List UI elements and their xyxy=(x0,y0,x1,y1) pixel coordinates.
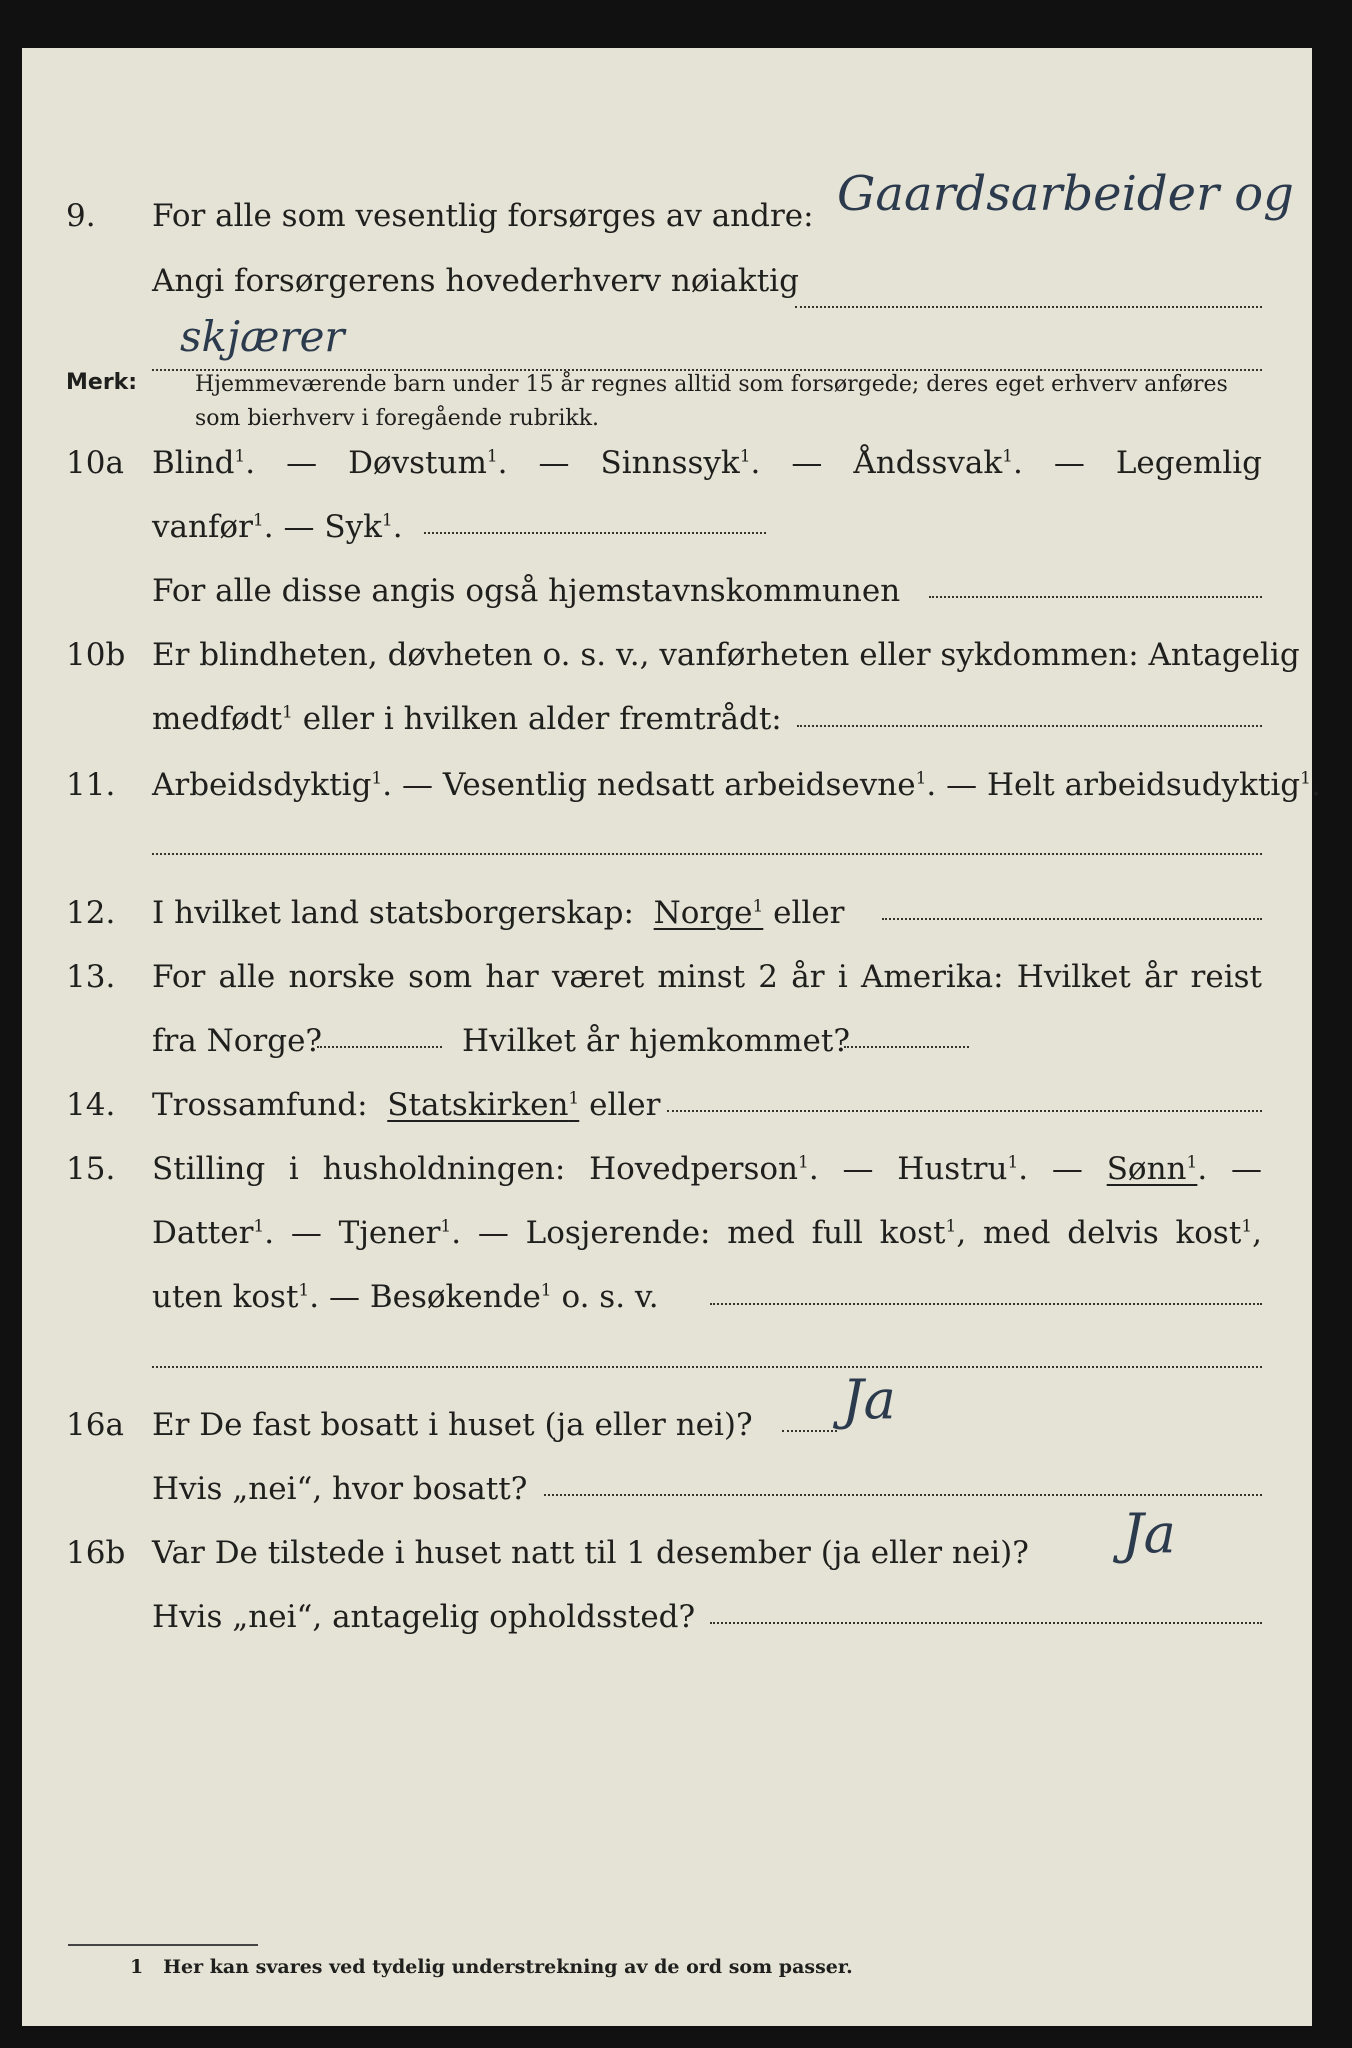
q9-line2 xyxy=(22,258,1312,304)
opt-sonn-underlined: Sønn$^1$ xyxy=(1106,1151,1198,1187)
opt-uten-kost: uten kost xyxy=(152,1279,299,1315)
q16a-line1 xyxy=(22,1402,1312,1448)
opt-legemlig: Legemlig xyxy=(1115,445,1263,481)
q9-number: 9. xyxy=(66,198,96,234)
q16b-number: 16b xyxy=(66,1535,126,1571)
q10a-hjemstavn-question: For alle disse angis også hjemstavnskommunen xyxy=(152,573,901,609)
q16b-subquestion: Hvis „nei“, antagelig opholdssted? xyxy=(152,1599,696,1635)
opt-delvis-kost: med delvis kost xyxy=(982,1215,1242,1251)
q12-number: 12. xyxy=(66,895,116,931)
census-form-page xyxy=(22,48,1321,2026)
merk-note xyxy=(22,350,1312,430)
q15-line3: uten kost$^1$. — Besøkende$^1$ o. s. v. xyxy=(152,1279,659,1315)
opt-syk: Syk xyxy=(324,509,382,545)
q9-answer-handwritten-1: Gaardsarbeider og xyxy=(837,166,1294,222)
opt-hustru: Hustru xyxy=(897,1151,1008,1187)
q13-hjemkommet: Hvilket år hjemkommet? xyxy=(462,1023,850,1059)
opt-vanfor: vanfør xyxy=(152,509,253,545)
opt-datter: Datter xyxy=(152,1215,254,1251)
q13-question: For alle norske som har været minst 2 år i Amerika: Hvilket år reist xyxy=(152,959,1262,995)
q13-number: 13. xyxy=(66,959,116,995)
q16a-question: Er De fast bosatt i huset (ja eller nei)? xyxy=(152,1407,753,1443)
merk-label: Merk: xyxy=(66,370,138,395)
q10b-line1 xyxy=(22,632,1312,678)
opt-norge-underlined: Norge$^1$ xyxy=(653,895,764,931)
q10a-line1 xyxy=(22,440,1312,486)
q10a-line2: vanfør$^1$. — Syk$^1$. xyxy=(152,509,403,545)
q10b-line2: medfødt$^1$ eller i hvilken alder fremtrådt: xyxy=(152,701,782,737)
q15-line2 xyxy=(22,1210,1312,1256)
opt-nedsatt: Vesentlig nedsatt arbeidsevne xyxy=(442,767,916,803)
q13-reist-line xyxy=(317,1046,442,1048)
opt-medfodt: medfødt xyxy=(152,701,283,737)
opt-full-kost: med full kost xyxy=(727,1215,946,1251)
q11-line1 xyxy=(22,762,1321,808)
opt-sinnssyk: Sinnssyk xyxy=(600,445,740,481)
opt-besokende: Besøkende xyxy=(369,1279,541,1315)
q16b-line2 xyxy=(22,1594,1312,1640)
q10b-answer-line xyxy=(797,725,1262,727)
q10b-number: 10b xyxy=(66,637,126,673)
q16a-answer-handwritten: Ja xyxy=(842,1368,896,1431)
q9-subquestion: Angi forsørgerens hovederhverv nøiaktig xyxy=(152,263,799,299)
opt-dovstum: Døvstum xyxy=(348,445,487,481)
footnote-rule xyxy=(68,1944,258,1946)
opt-hovedperson: Hovedperson xyxy=(589,1151,799,1187)
q13-line1 xyxy=(22,954,1312,1000)
q11-answer-line xyxy=(152,853,1262,855)
q15-number: 15. xyxy=(66,1151,116,1187)
q9-answer-line-1 xyxy=(795,306,1262,308)
q15-options-1: Stilling i husholdningen: Hovedperson$^1$. — Hustru$^1$. — Sønn$^1$. — xyxy=(152,1151,1262,1187)
q15-line1 xyxy=(22,1146,1312,1192)
q14-question: Trossamfund: xyxy=(152,1087,368,1123)
q16a-where-line xyxy=(544,1494,1262,1496)
q11-number: 11. xyxy=(66,767,116,803)
q16a-line2 xyxy=(22,1466,1312,1512)
q16b-answer-handwritten: Ja xyxy=(1122,1502,1176,1565)
q14-line: 14. Trossamfund: Statskirken$^1$ eller xyxy=(22,1082,1312,1128)
q16a-subquestion: Hvis „nei“, hvor bosatt? xyxy=(152,1471,528,1507)
q16b-question: Var De tilstede i huset natt til 1 desember (ja eller nei)? xyxy=(152,1535,1029,1571)
opt-blind: Blind xyxy=(152,445,235,481)
opt-andssvak: Åndssvak xyxy=(853,445,1003,481)
q10b-question: Er blindheten, døvheten o. s. v., vanførheten eller sykdommen: Antagelig xyxy=(152,637,1300,673)
q13-reist: fra Norge? xyxy=(152,1023,323,1059)
footnote-marker: 1 xyxy=(130,1956,144,1978)
q10a-answer-line xyxy=(424,532,766,534)
q11-options: Arbeidsdyktig$^1$. — Vesentlig nedsatt arbeidsevne$^1$. — Helt arbeidsudyktig$^1$. xyxy=(152,767,1321,803)
q16a-number: 16a xyxy=(66,1407,124,1443)
q12-line: 12. I hvilket land statsborgerskap: Norge$^1$ eller xyxy=(22,890,1312,936)
q14-answer-line xyxy=(667,1110,1262,1112)
q15-answer-line-2 xyxy=(152,1366,1262,1368)
q10a-line3 xyxy=(22,568,1312,614)
q12-answer-line xyxy=(882,918,1262,920)
q16b-line1 xyxy=(22,1530,1312,1576)
q13-line2 xyxy=(22,1018,1312,1064)
footnote-text: Her kan svares ved tydelig understrekning av de ord som passer. xyxy=(163,1956,853,1978)
q14-number: 14. xyxy=(66,1087,116,1123)
q15-answer-line-1 xyxy=(710,1303,1262,1305)
q15-options-2: Datter$^1$. — Tjener$^1$. — Losjerende: med full kost$^1$, med delvis kost$^1$, xyxy=(152,1215,1262,1251)
opt-statskirken-underlined: Statskirken$^1$ xyxy=(387,1087,580,1123)
opt-arbeidsdyktig: Arbeidsdyktig xyxy=(152,767,372,803)
q16a-answer-line xyxy=(782,1430,837,1432)
q10a-options: Blind$^1$. — Døvstum$^1$. — Sinnssyk$^1$. — Åndssvak$^1$. — Legemlig xyxy=(152,445,1263,481)
q16b-where-line xyxy=(710,1622,1262,1624)
q13-hjemkommet-line xyxy=(844,1046,969,1048)
footnote xyxy=(130,1956,853,1978)
opt-udyktig: Helt arbeidsudyktig xyxy=(986,767,1301,803)
q9-answer-handwritten-2: skjærer xyxy=(180,312,345,361)
q9-question: For alle som vesentlig forsørges av andre: xyxy=(152,198,814,234)
opt-tjener: Tjener xyxy=(338,1215,441,1251)
q10a-hjemstavn-line xyxy=(929,596,1262,598)
q12-question: I hvilket land statsborgerskap: xyxy=(152,895,634,931)
merk-text: Hjemmeværende barn under 15 år regnes alltid som forsørgede; deres eget erhverv anføres som bierhverv i foregående rubrikk. xyxy=(195,372,1228,431)
q10a-number: 10a xyxy=(66,445,124,481)
